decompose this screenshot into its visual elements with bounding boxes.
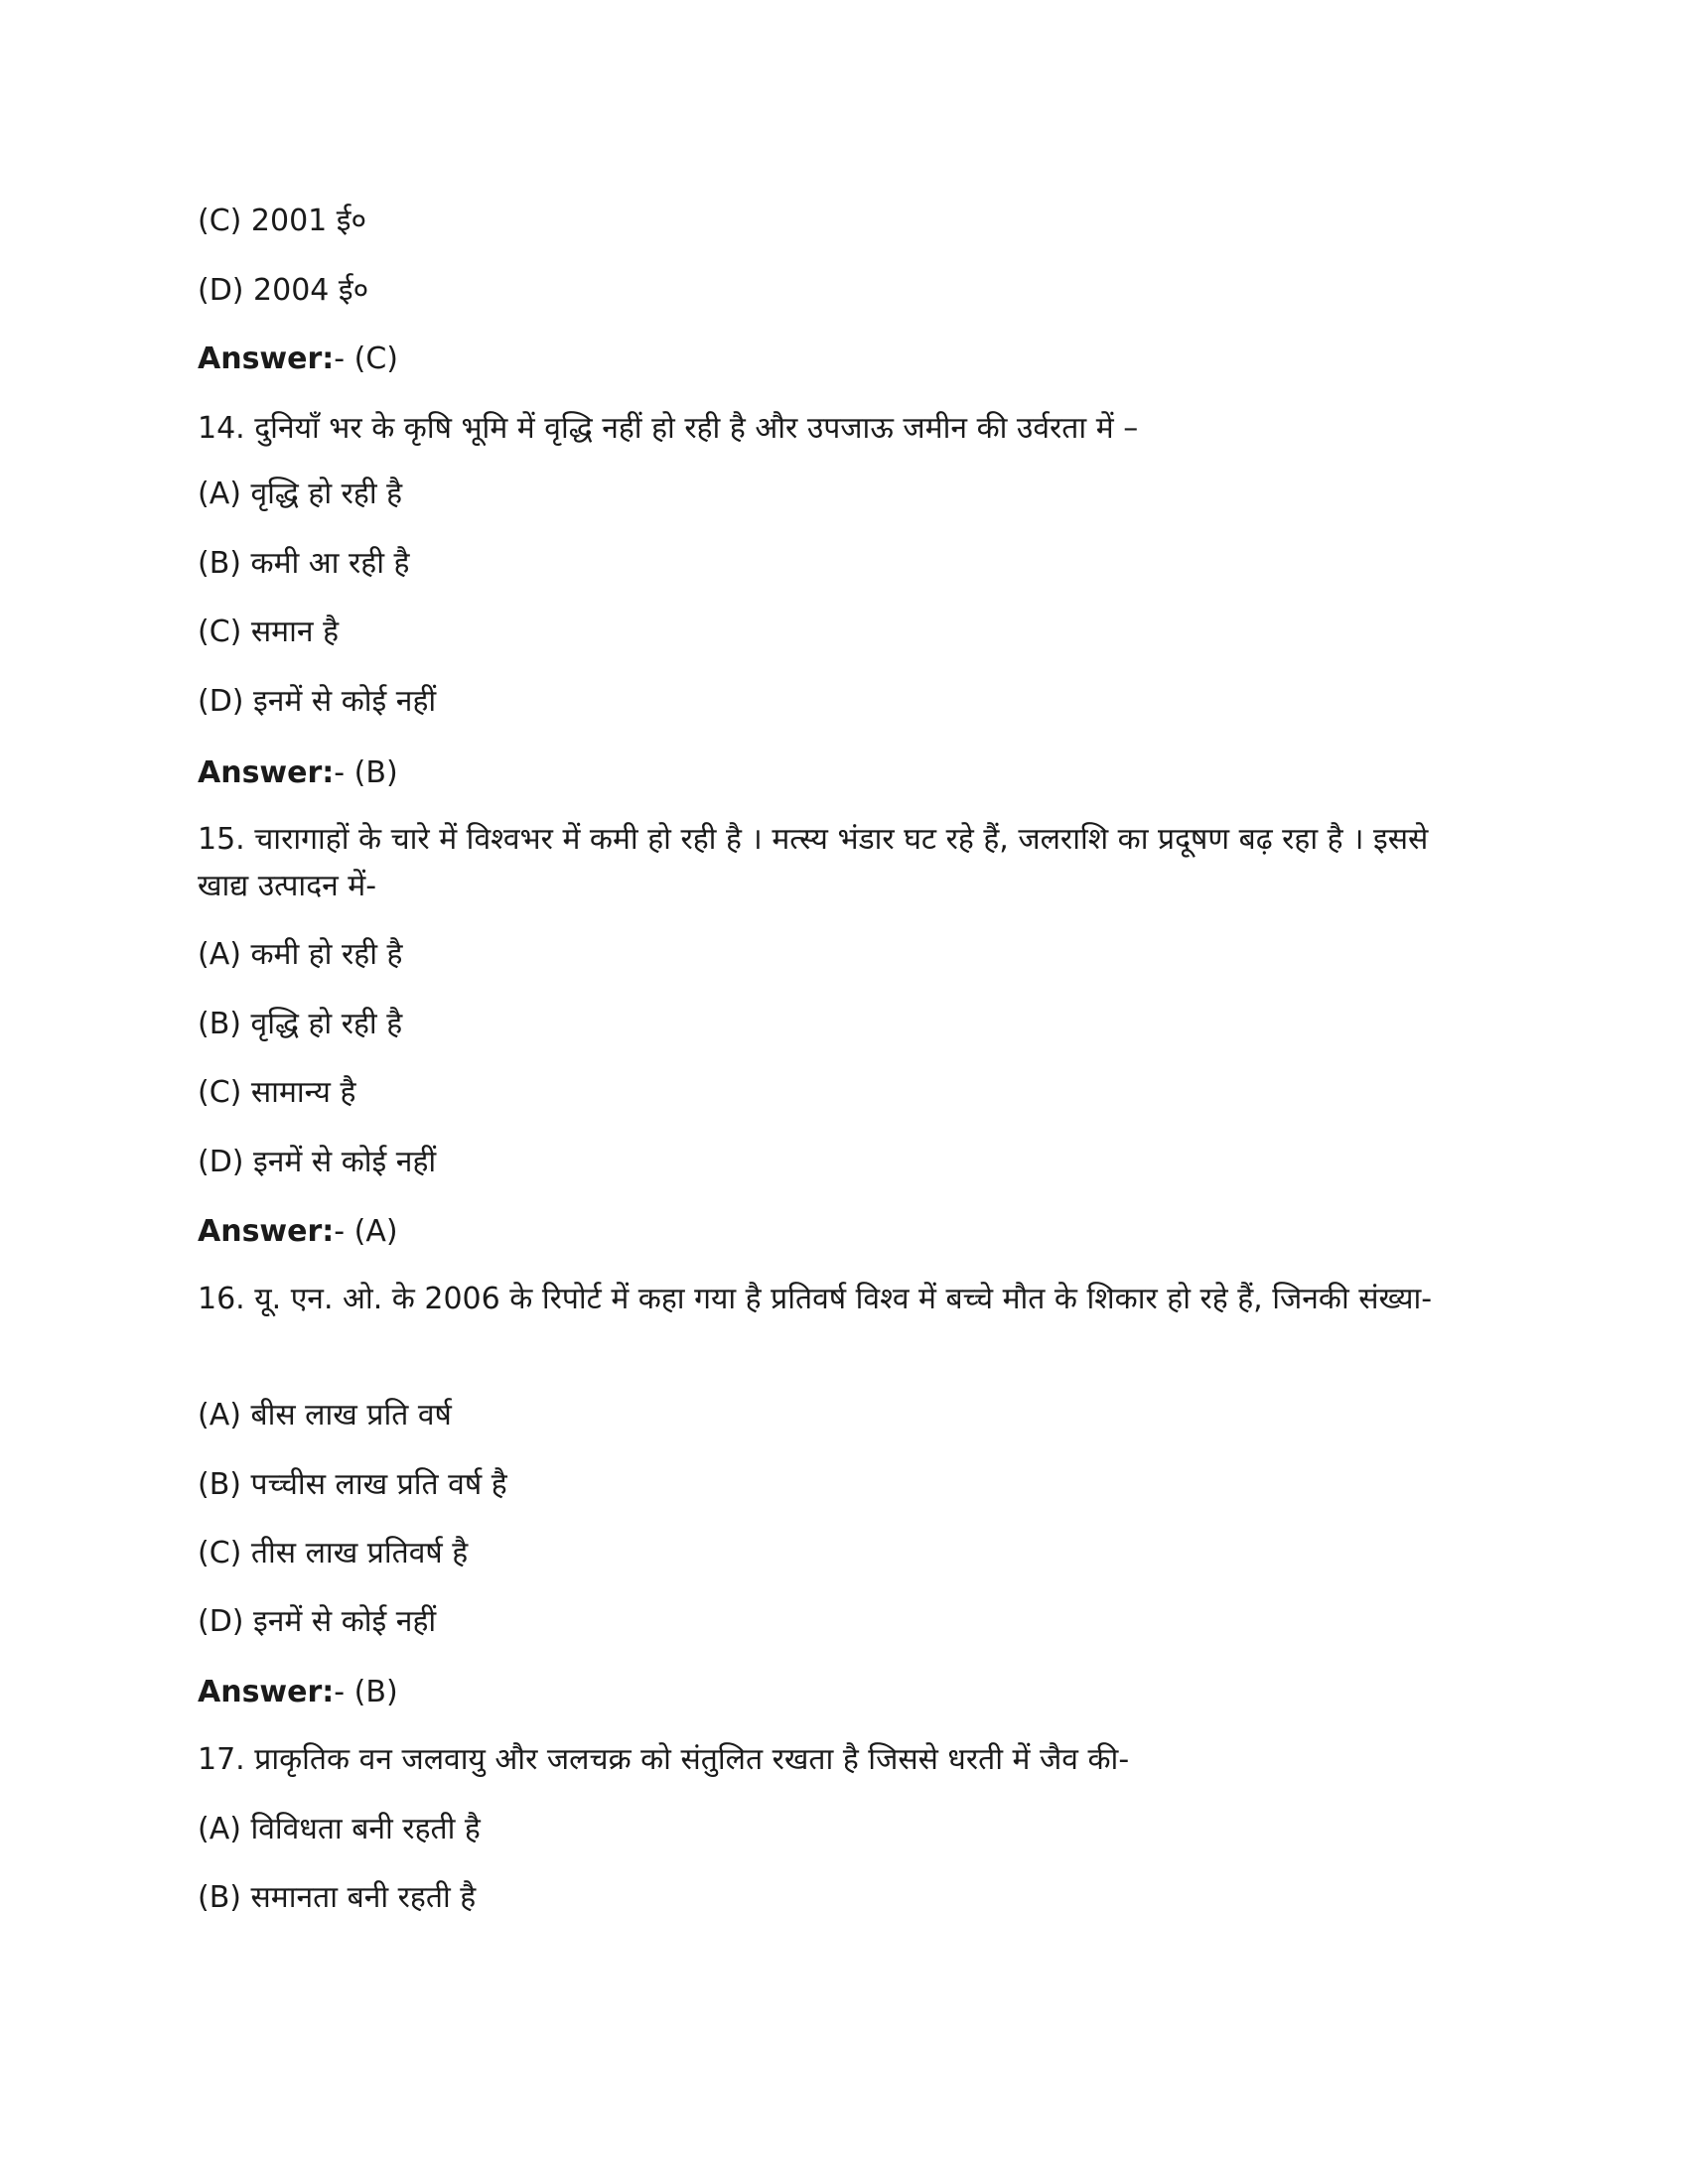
answer-value: - (C) (334, 341, 399, 376)
answer-16 (198, 1669, 1488, 1715)
question-16: 16. यू. एन. ओ. के 2006 के रिपोर्ट में कहा गया है प्रतिवर्ष विश्व में बच्चे मौत के शिकार हो रहे हैं, जिनकी संख्या- (198, 1282, 1433, 1316)
answer-15 (198, 1208, 1488, 1255)
option-13c: (C) 2001 ई० (198, 204, 367, 238)
answer-value: - (B) (334, 755, 398, 790)
option-16a: (A) बीस लाख प्रति वर्ष (198, 1398, 452, 1433)
answer-13 (198, 336, 1488, 382)
answer-value: - (B) (334, 1675, 398, 1709)
answer-label: Answer: (198, 1675, 335, 1709)
answer-14 (198, 750, 1488, 796)
option-16c: (C) तीस लाख प्रतिवर्ष है (198, 1536, 469, 1570)
question-17: 17. प्राकृतिक वन जलवायु और जलचक्र को संतुलित रखता है जिससे धरती में जैव की- (198, 1742, 1130, 1777)
option-15a: (A) कमी हो रही है (198, 937, 403, 972)
option-14a: (A) वृद्धि हो रही है (198, 477, 403, 511)
answer-label: Answer: (198, 755, 335, 790)
option-14c: (C) समान है (198, 614, 339, 649)
option-15c: (C) सामान्य है (198, 1075, 356, 1110)
answer-label: Answer: (198, 341, 335, 376)
answer-label: Answer: (198, 1214, 335, 1249)
option-14d: (D) इनमें से कोई नहीं (198, 684, 437, 719)
option-17b: (B) समानता बनी रहती है (198, 1880, 477, 1915)
option-17a: (A) विविधता बनी रहती है (198, 1812, 481, 1846)
option-16b: (B) पच्चीस लाख प्रति वर्ष है (198, 1467, 507, 1502)
option-15d: (D) इनमें से कोई नहीं (198, 1145, 437, 1179)
option-16d: (D) इनमें से कोई नहीं (198, 1604, 437, 1639)
option-13d: (D) 2004 ई० (198, 273, 369, 308)
question-15: 15. चारागाहों के चारे में विश्वभर में कमी हो रही है । मत्स्य भंडार घट रहे हैं, जलराशि का प्रदूषण बढ़ रहा है । इससे खाद्य उत्पादन में- (198, 822, 1429, 903)
option-15b: (B) वृद्धि हो रही है (198, 1007, 403, 1041)
question-14: 14. दुनियाँ भर के कृषि भूमि में वृद्धि नहीं हो रही है और उपजाऊ जमीन की उर्वरता में – (198, 411, 1139, 446)
answer-value: - (A) (334, 1214, 398, 1249)
option-14b: (B) कमी आ रही है (198, 546, 410, 581)
